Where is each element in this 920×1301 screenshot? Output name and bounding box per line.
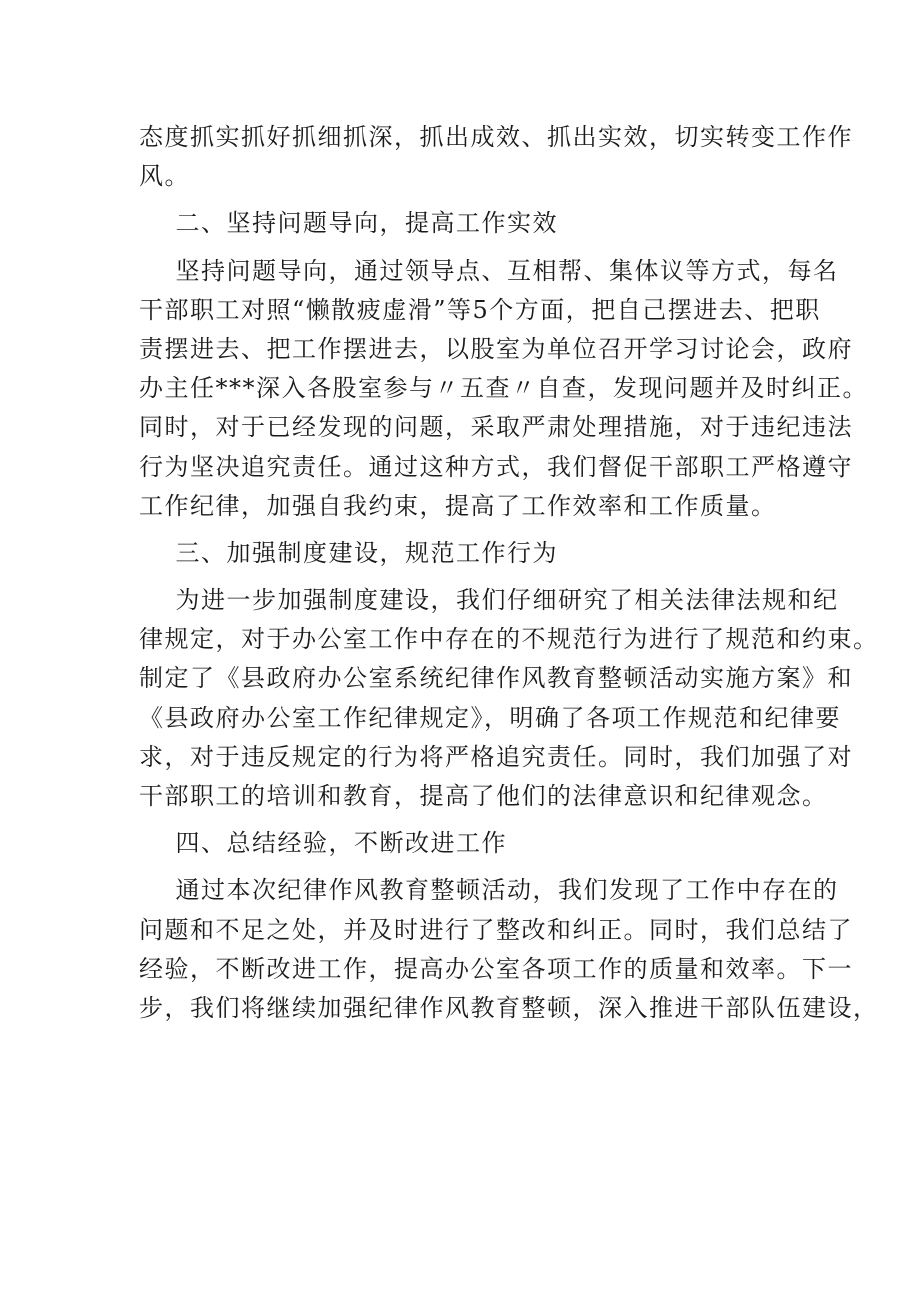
text-line: 工作纪律，加强自我约束，提高了工作效率和工作质量。 xyxy=(139,491,777,520)
section-heading: 二、坚持问题导向，提高工作实效 xyxy=(139,209,559,238)
text-line: 为进一步加强制度建设，我们仔细研究了相关法律法规和纪 xyxy=(139,586,839,615)
text-line: 坚持问题导向，通过领导点、互相帮、集体议等方式，每名 xyxy=(139,256,839,285)
text-line: 责摆进去、把工作摆进去，以股室为单位召开学习讨论会，政府 xyxy=(139,334,853,363)
text-line: 行为坚决追究责任。通过这种方式，我们督促干部职工严格遵守 xyxy=(139,452,853,481)
text-line: 通过本次纪律作风教育整顿活动，我们发现了工作中存在的 xyxy=(139,876,839,905)
section-heading: 四、总结经验，不断改进工作 xyxy=(139,829,508,858)
text-line: 求，对于违反规定的行为将严格追究责任。同时，我们加强了对 xyxy=(139,742,853,771)
text-line: 制定了《县政府办公室系统纪律作风教育整顿活动实施方案》和 xyxy=(139,664,853,693)
document-body xyxy=(139,118,879,1028)
text-line: 同时，对于已经发现的问题，采取严肃处理措施，对于违纪违法 xyxy=(139,413,853,442)
text-line: 干部职工对照“懒散疲虚滑”等5个方面，把自己摆进去、把职 xyxy=(139,295,821,324)
text-line: 干部职工的培训和教育，提高了他们的法律意识和纪律观念。 xyxy=(139,782,828,810)
text-line: 风。 xyxy=(139,162,190,191)
text-line: 态度抓实抓好抓细抓深，抓出成效、抓出实效，切实转变工作作 xyxy=(139,123,853,151)
text-line: 律规定，对于办公室工作中存在的不规范行为进行了规范和约束。 xyxy=(139,625,879,654)
text-line: 经验，不断改进工作，提高办公室各项工作的质量和效率。下一 xyxy=(139,954,853,983)
text-line: 问题和不足之处，并及时进行了整改和纠正。同时，我们总结了 xyxy=(139,915,853,944)
text-line: 《县政府办公室工作纪律规定》，明确了各项工作规范和纪律要 xyxy=(139,703,841,732)
text-line: 步，我们将继续加强纪律作风教育整顿，深入推进干部队伍建设， xyxy=(139,993,879,1022)
section-heading: 三、加强制度建设，规范工作行为 xyxy=(139,538,559,567)
text-line: 办主任***深入各股室参与〃五查〃自查，发现问题并及时纠正。 xyxy=(139,374,868,403)
